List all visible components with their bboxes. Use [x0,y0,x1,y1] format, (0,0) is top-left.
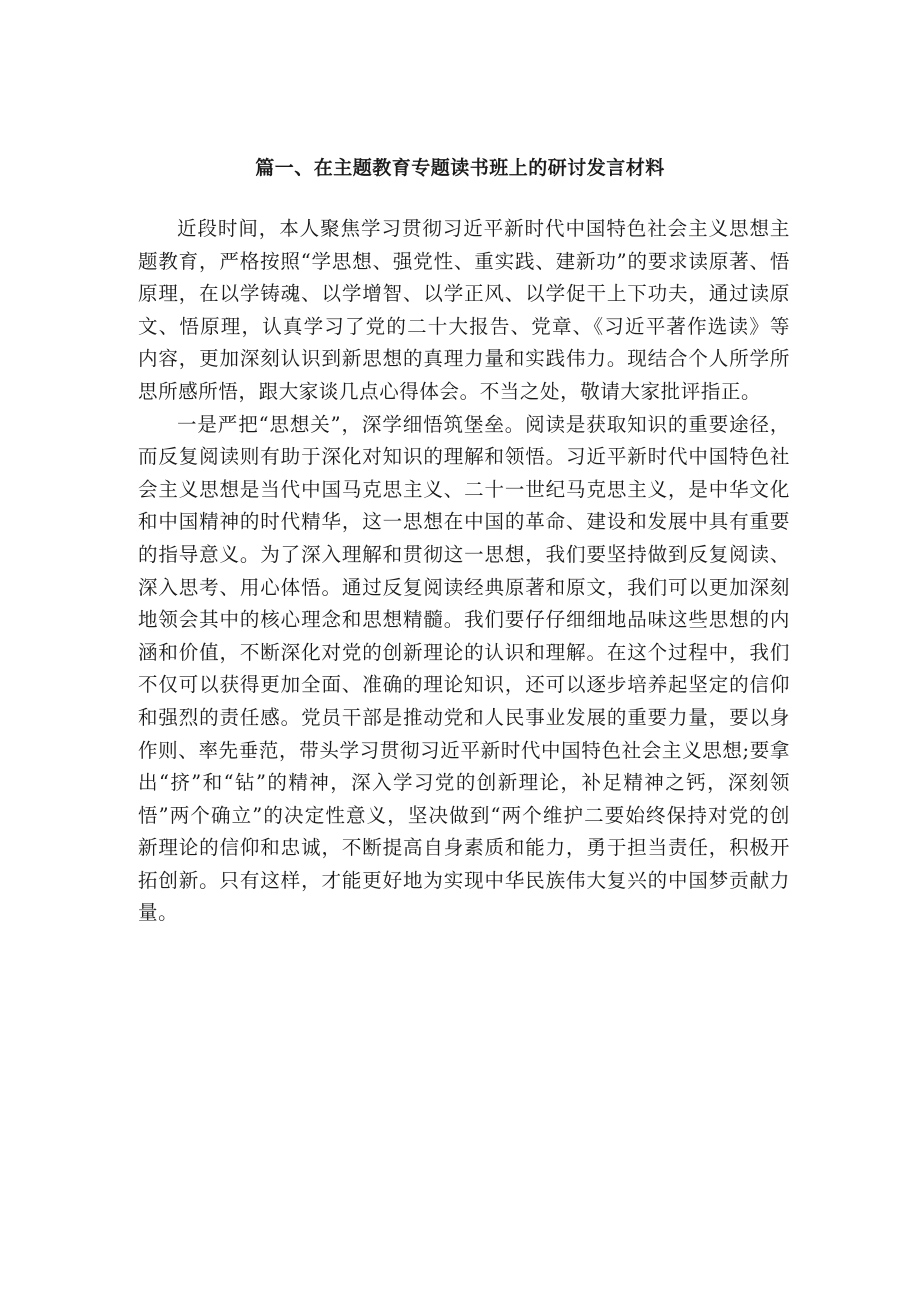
paragraph-intro: 近段时间，本人聚焦学习贯彻习近平新时代中国特色社会主义思想主题教育，严格按照“学思想、强党性、重实践、建新功”的要求读原著、悟原理，在以学铸魂、以学增智、以学正风、以学促干上下功夫，通过读原文、悟原理，认真学习了党的二十大报告、党章、《习近平著作选读》等内容，更加深刻认识到新思想的真理力量和实践伟力。现结合个人所学所思所感所悟，跟大家谈几点心得体会。不当之处，敬请大家批评指正。 [138,217,790,403]
paragraph-point-one: 一是严把“思想关”，深学细悟筑堡垒。阅读是获取知识的重要途径，而反复阅读则有助于深化对知识的理解和领悟。习近平新时代中国特色社会主义思想是当代中国马克思主义、二十一世纪马克思主义，是中华文化和中国精神的时代精华，这一思想在中国的革命、建设和发展中具有重要的指导意义。为了深入理解和贯彻这一思想，我们要坚持做到反复阅读、深入思考、用心体悟。通过反复阅读经典原著和原文，我们可以更加深刻地领会其中的核心理念和思想精髓。我们要仔仔细细地品味这些思想的内涵和价值，不断深化对党的创新理论的认识和理解。在这个过程中，我们不仅可以获得更加全面、准确的理论知识，还可以逐步培养起坚定的信仰和强烈的责任感。党员干部是推动党和人民事业发展的重要力量，要以身作则、率先垂范，带头学习贯彻习近平新时代中国特色社会主义思想;要拿出“挤”和“钻”的精神，深入学习党的创新理论，补足精神之钙，深刻领悟”两个确立”的决定性意义，坚决做到“两个维护二要始终保持对党的创新理论的信仰和忠诚，不断提高自身素质和能力，勇于担当责任，积极开拓创新。只有这样，才能更好地为实现中华民族伟大复兴的中国梦贡献力量。 [138,412,790,925]
document-body [138,213,790,930]
document-title: 篇一、在主题教育专题读书班上的研讨发言材料 [255,157,665,179]
